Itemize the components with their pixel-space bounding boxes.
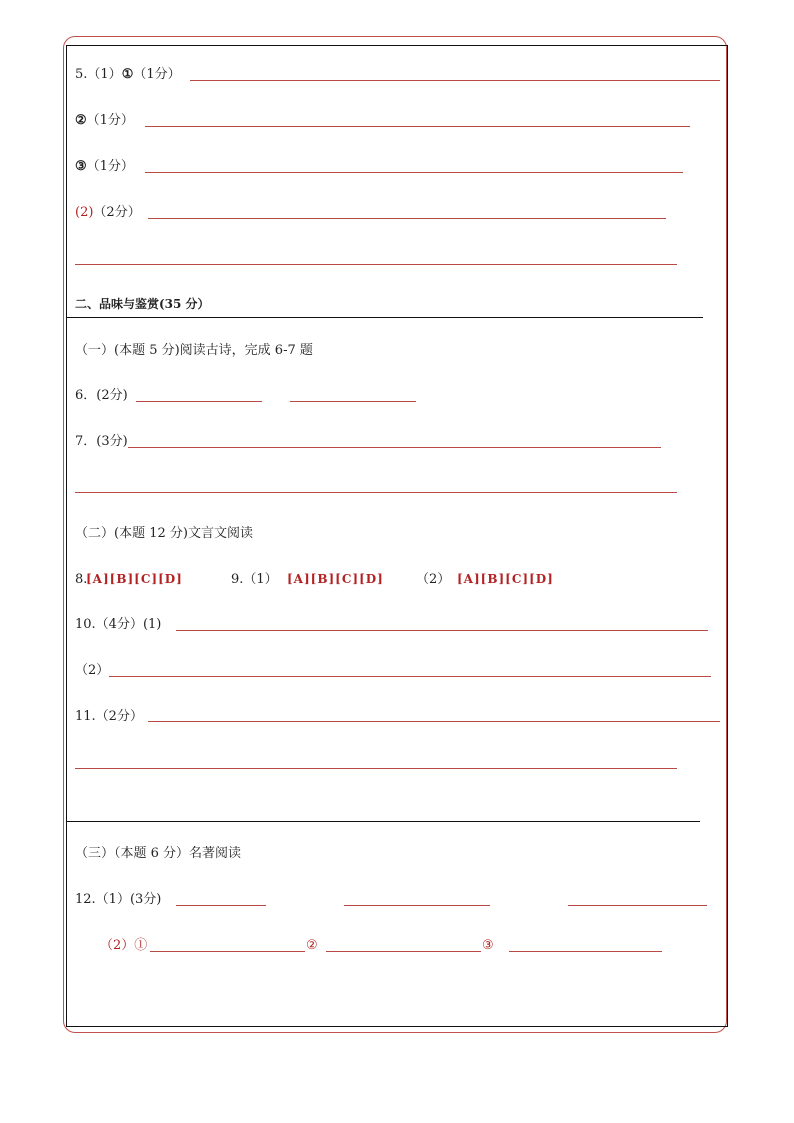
q9-2-options[interactable]: [A][B][C][D] <box>457 572 554 586</box>
answer-line-q6-2[interactable] <box>290 401 416 402</box>
q5-1-item2-row <box>75 113 134 129</box>
answer-line-q5-1-1[interactable] <box>190 80 720 81</box>
q7-label: 7．(3分) <box>75 434 128 449</box>
q5-2-row <box>75 205 141 221</box>
answer-line-q11-a[interactable] <box>148 721 720 722</box>
section-divider-2 <box>66 821 700 822</box>
q5-1-circle-2: ② <box>75 113 87 128</box>
answer-line-q12-1-a[interactable] <box>176 905 266 906</box>
q9-2-label: （2） <box>416 572 451 587</box>
section-divider-1 <box>66 317 703 318</box>
answer-line-q12-1-b[interactable] <box>344 905 490 906</box>
answer-line-q5-2-b[interactable] <box>75 264 677 265</box>
q5-1-circle-3: ③ <box>75 159 87 174</box>
q5-1-points: （1分） <box>133 67 181 82</box>
answer-line-q10-1[interactable] <box>176 630 708 631</box>
part3-title: （三）（本题 6 分）名著阅读 <box>75 846 242 861</box>
q9-1-label: 9.（1） <box>231 572 278 587</box>
answer-line-q6-1[interactable] <box>136 401 262 402</box>
q6-label: 6．(2分) <box>75 388 128 403</box>
part1-title: （一）(本题 5 分)阅读古诗，完成 6-7 题 <box>75 343 313 358</box>
q12-2-circle-2: ② <box>306 938 318 953</box>
q8-options[interactable]: [A][B][C][D] <box>86 572 183 586</box>
q12-1-label: 12.（1）(3分) <box>75 892 162 907</box>
answer-line-q11-b[interactable] <box>75 768 677 769</box>
answer-line-q10-2[interactable] <box>109 676 711 677</box>
q5-2-points: （2分） <box>93 205 141 220</box>
q9-1-options[interactable]: [A][B][C][D] <box>287 572 384 586</box>
q12-2-circle-3: ③ <box>482 938 494 953</box>
q8-label: 8. <box>75 572 88 587</box>
q5-1-item3-row <box>75 159 134 175</box>
answer-line-q5-1-2[interactable] <box>145 126 690 127</box>
answer-line-q7-a[interactable] <box>128 447 661 448</box>
q11-label: 11.（2分） <box>75 709 143 724</box>
q10-label: 10.（4分）(1) <box>75 617 162 632</box>
q5-1-row <box>75 67 181 83</box>
part2-title: （二）(本题 12 分)文言文阅读 <box>75 526 253 541</box>
answer-line-q5-1-3[interactable] <box>145 172 683 173</box>
answer-line-q7-b[interactable] <box>75 492 677 493</box>
section2-title: 二、品味与鉴赏(35 分） <box>75 297 210 311</box>
answer-line-q5-2-a[interactable] <box>148 218 666 219</box>
q5-1-circle-1: ① <box>121 67 134 82</box>
q5-1-item3-points: （1分） <box>86 159 134 174</box>
answer-line-q12-2-2[interactable] <box>326 951 481 952</box>
answer-line-q12-2-3[interactable] <box>509 951 662 952</box>
answer-line-q12-1-c[interactable] <box>568 905 707 906</box>
q10-2-label: （2） <box>75 663 110 678</box>
q5-1-label: 5.（1） <box>75 67 122 82</box>
q5-2-number: (2) <box>75 205 94 220</box>
q5-1-item2-points: （1分） <box>86 113 134 128</box>
answer-line-q12-2-1[interactable] <box>150 951 305 952</box>
q12-2-label: （2）① <box>100 938 148 953</box>
